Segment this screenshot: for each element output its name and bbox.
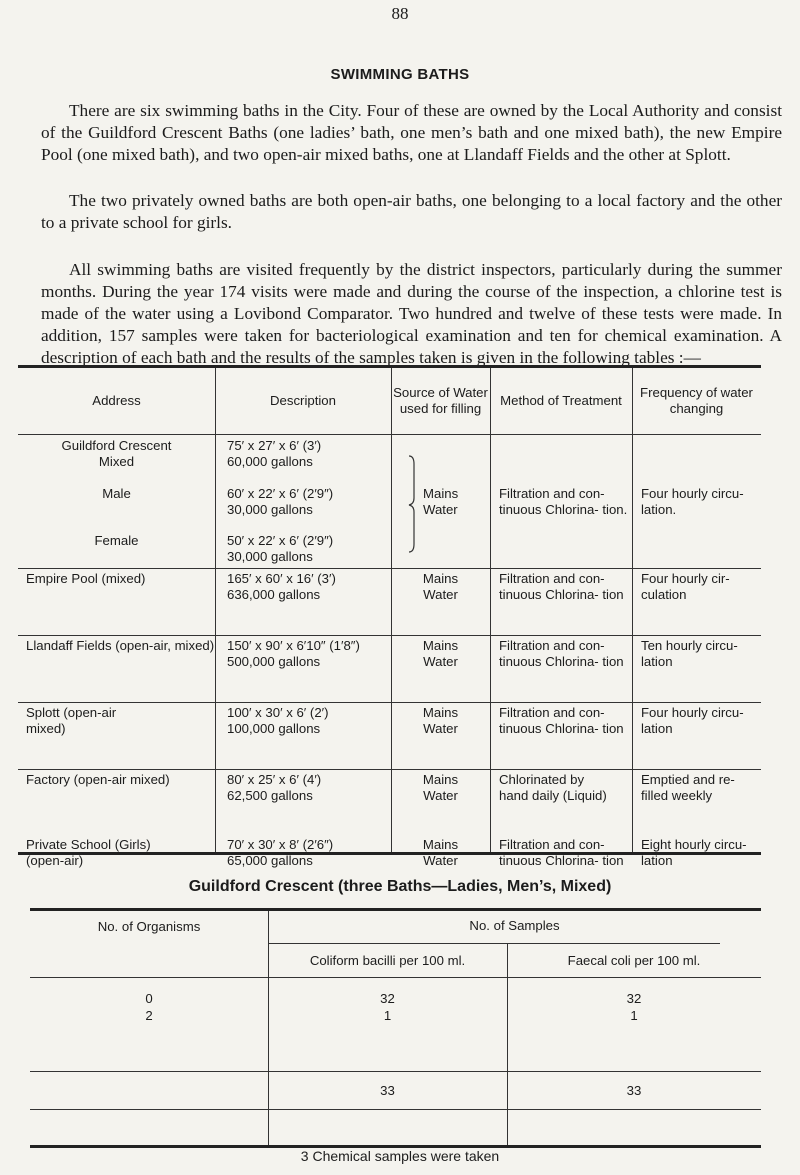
guildford-method: Filtration and con- tinuous Chlorina- tion. (499, 486, 628, 517)
header-coliform: Coliform bacilli per 100 ml. (309, 953, 466, 968)
guildford-description-line: 50′ x 22′ x 6′ (2′9″) (227, 533, 334, 548)
organisms-value: 0 (145, 991, 153, 1006)
guildford-address-line: Mixed (98, 454, 135, 469)
brace-icon (407, 454, 421, 554)
column-divider (507, 943, 508, 1145)
row-source: Mains Water (422, 571, 459, 602)
paragraph-inspections: All swimming baths are visited frequently by the district inspectors, particularly during the summer months. During the year 174 visits were made and during the course of the inspection, a chlorine test is made of the water using a Lovibond Comparator. Two hundred and twelve of these tests were made. In addition, 157 samples were taken for bacteriological examination and ten for chemical examination. A description of each bath and the results of the samples taken is given in the following tables :— (41, 260, 782, 367)
row-frequency: Eight hourly circu- lation (641, 837, 747, 868)
row-address: Splott (open-air mixed) (26, 705, 117, 736)
column-divider (215, 368, 216, 852)
row-capacity: 65,000 gallons (227, 853, 313, 868)
guildford-description-line: 30,000 gallons (227, 549, 313, 564)
guildford-address-line: Male (102, 486, 131, 501)
row-method: Filtration and con- tinuous Chlorina- tion (499, 837, 624, 868)
page-number: 88 (391, 4, 409, 23)
paragraph-private-baths: The two privately owned baths are both open-air baths, one belonging to a local factory and the other to a private school for girls. (41, 191, 782, 232)
guildford-source-line: Mains (423, 486, 459, 501)
row-address: Empire Pool (mixed) (26, 571, 146, 586)
paragraph-ownership: There are six swimming baths in the City. Four of these are owned by the Local Authority and consist of the Guildford Crescent Baths (one ladies’ bath, one men’s bath and one mixed bath), the new Empire Pool (one mixed bath), and two open-air mixed baths, one at Llandaff Fields and the other at Splott. (41, 101, 782, 164)
faecal-value: 1 (630, 1008, 638, 1023)
guildford-address-line: Guildford Crescent (61, 438, 172, 453)
row-capacity: 100,000 gallons (227, 721, 321, 736)
row-capacity: 62,500 gallons (227, 788, 313, 803)
row-address: Private School (Girls) (open-air) (26, 837, 151, 868)
row-description: 165′ x 60′ x 16′ (3′) (227, 571, 336, 586)
samples-table (30, 908, 761, 1148)
samples-heading: Guildford Crescent (three Baths—Ladies, Men’s, Mixed) (188, 878, 612, 895)
header-description: Description (270, 393, 336, 408)
row-source: Mains Water (422, 638, 459, 669)
guildford-description-line: 60′ x 22′ x 6′ (2′9″) (227, 486, 334, 501)
faecal-value: 32 (626, 991, 642, 1006)
row-method: Filtration and con- tinuous Chlorina- tion (499, 705, 624, 736)
chemical-samples-note: 3 Chemical samples were taken (300, 1148, 500, 1164)
header-faecal: Faecal coli per 100 ml. (567, 953, 701, 968)
row-method: Filtration and con- tinuous Chlorina- tion (499, 638, 624, 669)
header-frequency: Frequency of water changing (640, 385, 753, 416)
section-heading: SWIMMING BATHS (330, 66, 470, 83)
guildford-description-line: 60,000 gallons (227, 454, 313, 469)
column-divider (632, 368, 633, 852)
row-description: 150′ x 90′ x 6′10″ (1′8″) (227, 638, 360, 653)
header-organisms: No. of Organisms (97, 919, 201, 934)
row-capacity: 636,000 gallons (227, 587, 321, 602)
row-source: Mains Water (422, 837, 459, 868)
row-frequency: Emptied and re- filled weekly (641, 772, 735, 803)
column-divider (490, 368, 491, 852)
organisms-value: 2 (145, 1008, 153, 1023)
guildford-description-line: 75′ x 27′ x 6′ (3′) (227, 438, 322, 453)
row-source: Mains Water (422, 705, 459, 736)
row-frequency: Ten hourly circu- lation (641, 638, 738, 669)
row-frequency: Four hourly cir- culation (641, 571, 730, 602)
guildford-description-line: 30,000 gallons (227, 502, 313, 517)
coliform-total: 33 (380, 1083, 395, 1098)
row-method: Filtration and con- tinuous Chlorina- tion (499, 571, 624, 602)
coliform-value: 32 (380, 991, 395, 1006)
row-description: 80′ x 25′ x 6′ (4′) (227, 772, 322, 787)
guildford-source-line: Water (423, 502, 458, 517)
guildford-address-line: Female (94, 533, 139, 548)
row-method: Chlorinated by hand daily (Liquid) (499, 772, 607, 803)
row-description: 70′ x 30′ x 8′ (2′6″) (227, 837, 334, 852)
row-frequency: Four hourly circu- lation (641, 705, 744, 736)
coliform-value: 1 (383, 1008, 392, 1023)
row-description: 100′ x 30′ x 6′ (2′) (227, 705, 329, 720)
faecal-total: 33 (626, 1083, 642, 1098)
row-address: Factory (open-air mixed) (26, 772, 170, 787)
header-method: Method of Treatment (500, 393, 622, 408)
header-address: Address (92, 393, 141, 408)
row-source: Mains Water (422, 772, 459, 803)
row-address: Llandaff Fields (open-air, mixed) (26, 638, 215, 653)
header-samples: No. of Samples (469, 918, 560, 933)
guildford-frequency: Four hourly circu- lation. (641, 486, 744, 517)
row-capacity: 500,000 gallons (227, 654, 321, 669)
header-source: Source of Water used for filling (393, 385, 488, 416)
baths-table (18, 365, 761, 868)
